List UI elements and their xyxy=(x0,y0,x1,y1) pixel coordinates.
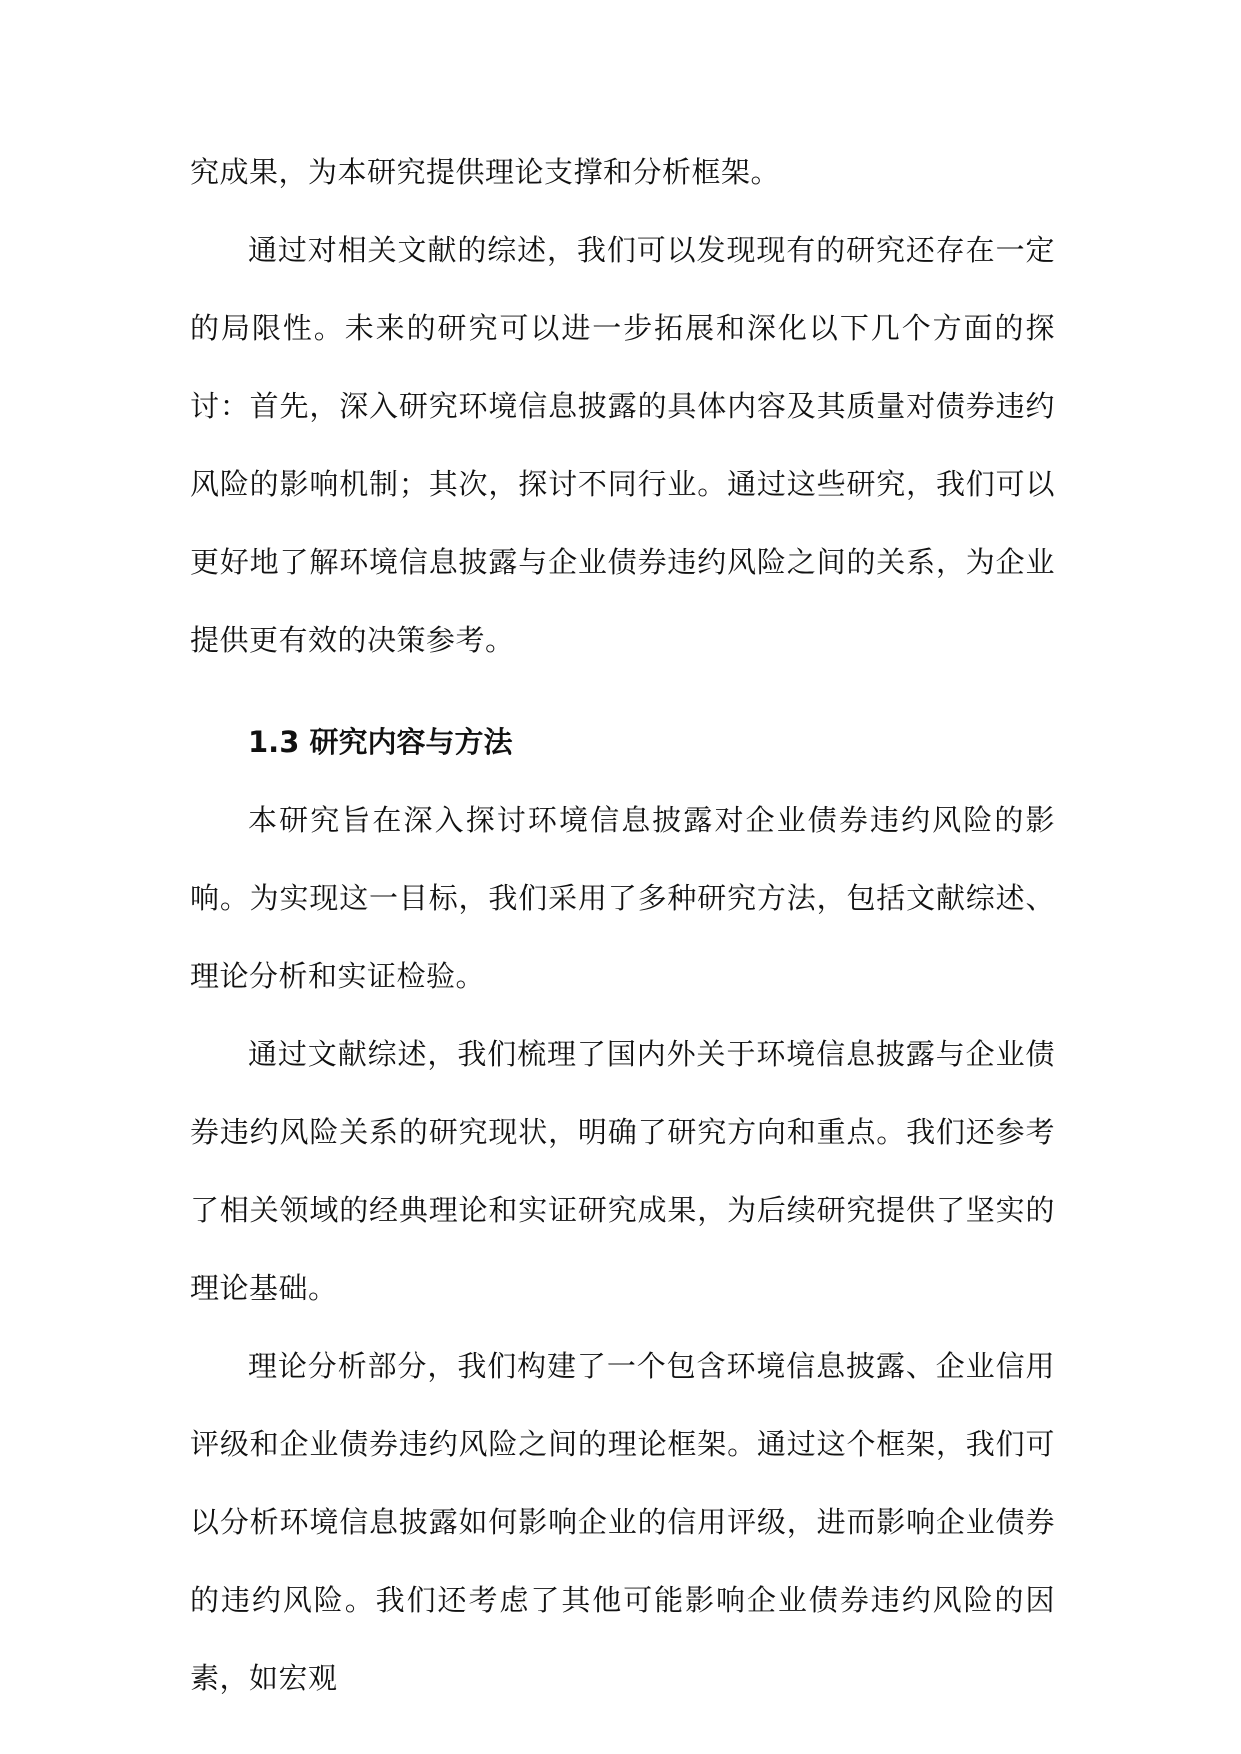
paragraph-research-aim: 本研究旨在深入探讨环境信息披露对企业债券违约风险的影响。为实现这一目标，我们采用了多种研究方法，包括文献综述、理论分析和实证检验。 xyxy=(190,803,1055,993)
paragraph-continued: 究成果，为本研究提供理论支撑和分析框架。 xyxy=(190,155,781,189)
paragraph-literature-review: 通过文献综述，我们梳理了国内外关于环境信息披露与企业债券违约风险关系的研究现状，明确了研究方向和重点。我们还参考了相关领域的经典理论和实证研究成果，为后续研究提供了坚实的理论基础。 xyxy=(190,1037,1055,1305)
paragraph-theoretical-analysis: 理论分析部分，我们构建了一个包含环境信息披露、企业信用评级和企业债券违约风险之间的理论框架。通过这个框架，我们可以分析环境信息披露如何影响企业的信用评级，进而影响企业债券的违约风险。我们还考虑了其他可能影响企业债券违约风险的因素，如宏观 xyxy=(190,1349,1055,1695)
page-body xyxy=(190,133,1055,1717)
paragraph-literature-limitations: 通过对相关文献的综述，我们可以发现现有的研究还存在一定的局限性。未来的研究可以进一步拓展和深化以下几个方面的探讨：首先，深入研究环境信息披露的具体内容及其质量对债券违约风险的影响机制；其次，探讨不同行业。通过这些研究，我们可以更好地了解环境信息披露与企业债券违约风险之间的关系，为企业提供更有效的决策参考。 xyxy=(190,233,1055,657)
section-heading: 1.3 研究内容与方法 xyxy=(248,725,513,759)
